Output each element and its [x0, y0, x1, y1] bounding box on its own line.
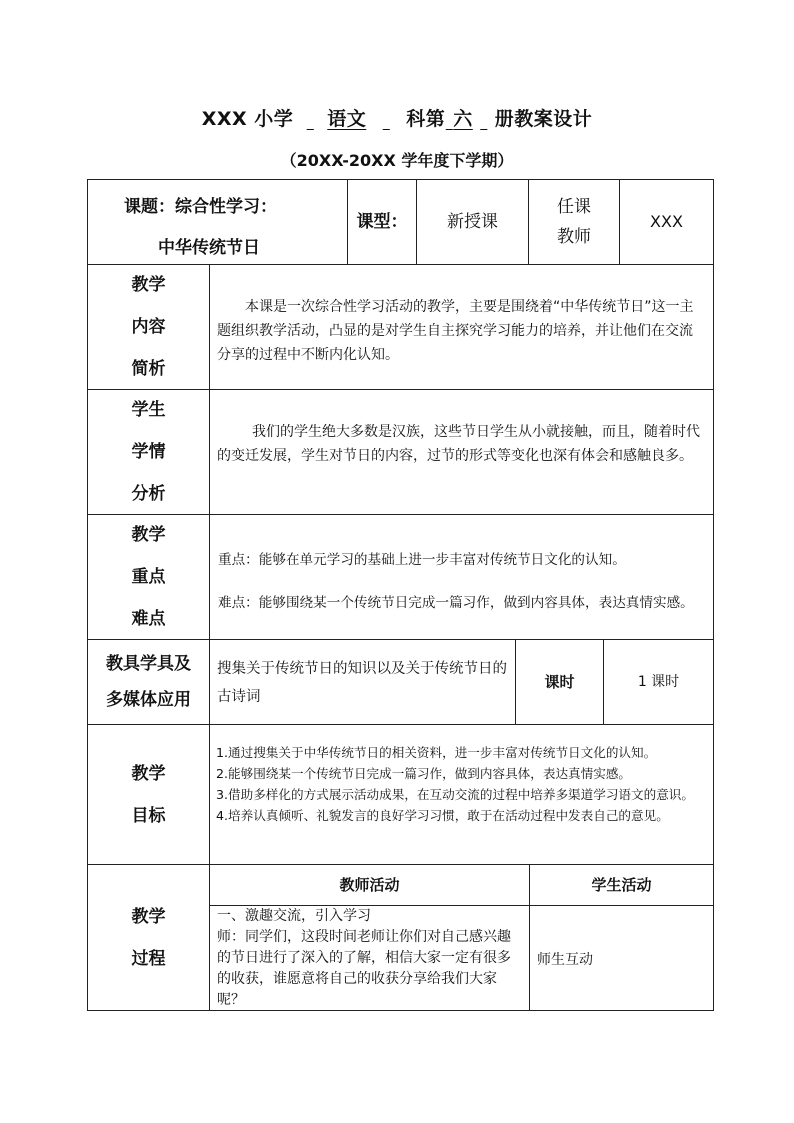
- topic-name: 中华传统节日: [158, 238, 260, 258]
- hours-label: 课时: [544, 673, 575, 691]
- students-label-cell: [87, 389, 210, 515]
- student-activity-header-text: 学生活动: [591, 876, 652, 894]
- type-value: 新授课: [447, 212, 498, 232]
- tools-label-1: 教具学具及: [106, 654, 191, 674]
- document-title: [0, 104, 794, 131]
- students-label-3: 分析: [131, 484, 166, 504]
- title-suffix: 册教案设计: [494, 108, 593, 130]
- students-label-1: 学生: [131, 400, 166, 420]
- teacher-activity-text: 一、激趣交流，引入学习 师：同学们，这段时间老师让你们对自己感兴趣的节日进行了深入的了解，相信大家一定有很多的收获，谁愿意将自己的收获分享给我们大家呢？: [217, 908, 511, 1008]
- underline-blank: [293, 108, 327, 130]
- hours-label-cell: [515, 639, 604, 725]
- goals-label-1: 教学: [131, 763, 166, 784]
- hours-value: 1 课时: [637, 674, 680, 690]
- teacher-label-cell: [528, 179, 620, 265]
- underline-blank: [445, 108, 453, 130]
- content-label-2: 内容: [131, 317, 166, 337]
- tools-label-cell: [87, 639, 210, 725]
- content-label-3: 简析: [131, 359, 166, 379]
- hours-value-cell: [603, 639, 714, 725]
- goals-text-cell: [209, 724, 714, 865]
- teacher-value-cell: [619, 179, 714, 265]
- students-text: 我们的学生绝大多数是汉族，这些节日学生从小就接触，而且，随着时代的变迁发展，学生对节日的内容，过节的形式等变化也深有体会和感触良多。: [217, 424, 700, 464]
- teacher-activity-header-text: 教师活动: [339, 876, 400, 894]
- title-ke-di: 科第: [406, 108, 446, 130]
- goal-item: 1.通过搜集关于中华传统节日的相关资料，进一步丰富对传统节日文化的认知。: [216, 745, 657, 760]
- grade-volume: 六: [453, 108, 473, 130]
- content-label-1: 教学: [131, 275, 166, 295]
- document-subtitle: （20XX-20XX 学年度下学期）: [280, 151, 514, 170]
- key-point-text: 重点：能够在单元学习的基础上进一步丰富对传统节日文化的认知。: [218, 552, 626, 568]
- tools-text-cell: [209, 639, 516, 725]
- tools-text: 搜集关于传统节日的知识以及关于传统节日的古诗词: [217, 661, 507, 705]
- keypoints-label-2: 重点: [131, 567, 166, 587]
- difficult-point-text: 难点：能够围绕某一个传统节日完成一篇习作，做到内容具体，表达真情实感。: [218, 595, 694, 611]
- process-label-2: 过程: [131, 948, 166, 969]
- goal-item: 2.能够围绕某一个传统节日完成一篇习作，做到内容具体，表达真情实感。: [216, 766, 632, 781]
- topic-label: 课题：综合性学习：: [124, 197, 277, 217]
- type-value-cell: [416, 179, 529, 265]
- goal-item: 3.借助多样化的方式展示活动成果，在互动交流的过程中培养多渠道学习语文的意识。: [216, 787, 694, 802]
- content-label-cell: [87, 264, 210, 390]
- teacher-activity-header: [209, 864, 530, 906]
- content-text-cell: [209, 264, 714, 390]
- type-label-cell: [347, 179, 417, 265]
- keypoints-text-cell: [209, 514, 714, 640]
- teacher-label-line2: 教师: [557, 227, 591, 247]
- student-activity-text: 师生互动: [537, 952, 593, 968]
- keypoints-label-cell: [87, 514, 210, 640]
- tools-label-2: 多媒体应用: [106, 690, 191, 710]
- process-label-1: 教学: [131, 906, 166, 927]
- subject-name: 语文: [327, 108, 367, 130]
- student-activity-cell: [529, 905, 714, 1011]
- type-label: 课型：: [356, 212, 408, 232]
- teacher-value: XXX: [650, 212, 683, 231]
- goals-label-2: 目标: [131, 805, 166, 826]
- goals-label-cell: [87, 724, 210, 865]
- students-label-2: 学情: [131, 442, 166, 462]
- goal-item: 4.培养认真倾听、礼貌发言的良好学习习惯，敢于在活动过程中发表自己的意见。: [216, 808, 669, 823]
- underline-blank: [366, 108, 406, 130]
- content-text: 本课是一次综合性学习活动的教学，主要是围绕着“中华传统节日”这一主题组织教学活动，凸显的是对学生自主探究学习能力的培养，并让他们在交流分享的过程中不断内化认知。: [217, 299, 694, 363]
- teacher-label-line1: 任课: [557, 197, 591, 217]
- keypoints-label-1: 教学: [131, 525, 166, 545]
- underline-blank: [473, 108, 495, 130]
- teacher-activity-cell: [209, 905, 530, 1011]
- student-activity-header: [529, 864, 714, 906]
- topic-cell: [87, 179, 348, 265]
- students-text-cell: [209, 389, 714, 515]
- process-label-cell: [87, 864, 210, 1011]
- school-name: XXX 小学: [201, 108, 294, 130]
- keypoints-label-3: 难点: [131, 609, 166, 629]
